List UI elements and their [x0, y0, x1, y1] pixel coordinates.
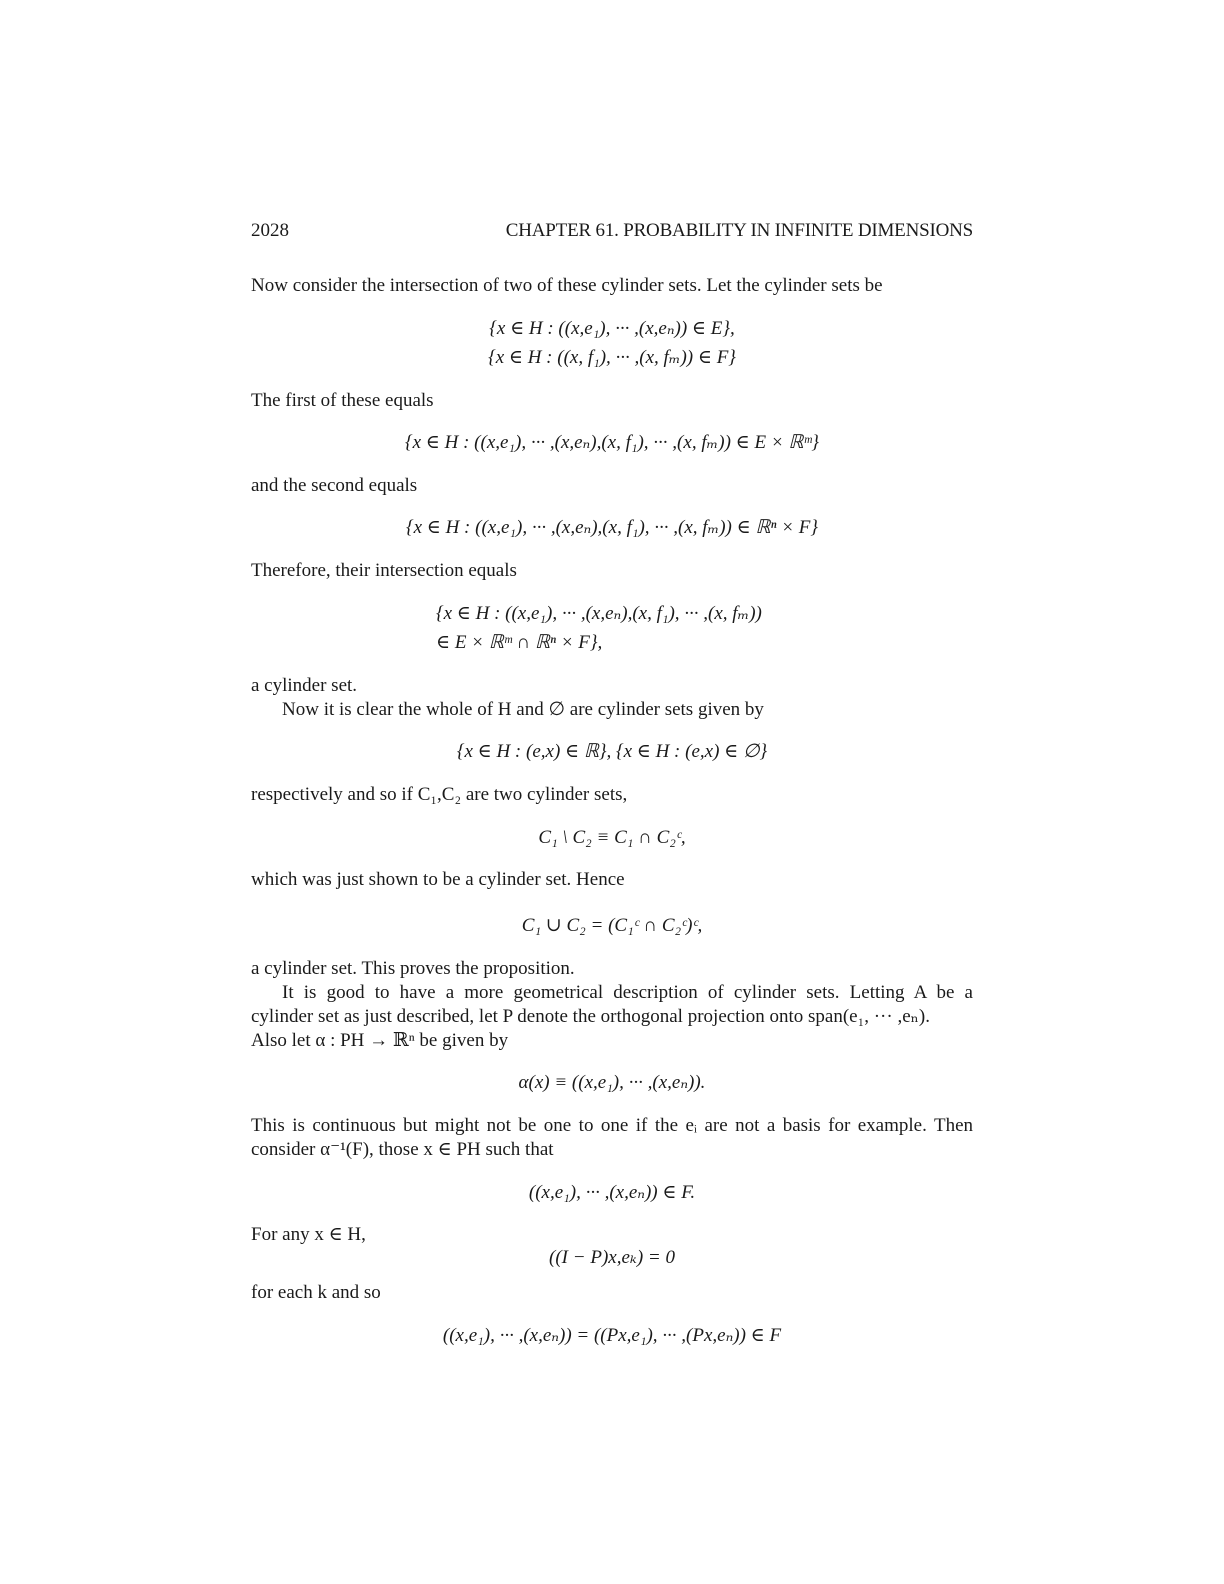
equation-line: ((x,e₁), ··· ,(x,eₙ)) = ((Px,e₁), ··· ,(Px,eₙ)) ∈ F	[442, 1325, 782, 1346]
equation	[251, 1246, 973, 1270]
equation	[251, 346, 973, 370]
paragraph: a cylinder set. This proves the proposition.	[251, 958, 575, 979]
paragraph: a cylinder set.	[251, 675, 358, 696]
paragraph: which was just shown to be a cylinder set. Hence	[251, 869, 625, 890]
paragraph: For any x ∈ H,	[251, 1224, 366, 1245]
equation-line: ((x,e₁), ··· ,(x,eₙ)) ∈ F.	[528, 1182, 696, 1203]
paragraph-line: Also let α : PH → ℝⁿ be given by	[251, 1030, 509, 1051]
equation-line: {x ∈ H : ((x,e₁), ··· ,(x,eₙ),(x, f₁), ··· ,(x, fₘ)) ∈ E × ℝᵐ}	[405, 432, 819, 453]
paragraph-line: It is good to have a more geometrical description of cylinder sets. Letting A be a	[282, 982, 973, 1003]
equation-line: ((I − P)x,eₖ) = 0	[549, 1247, 675, 1268]
paragraph-line: consider α⁻¹(F), those x ∈ PH such that	[251, 1139, 554, 1160]
equation-line: {x ∈ H : ((x,e₁), ··· ,(x,eₙ)) ∈ E},	[489, 318, 735, 339]
paragraph: Therefore, their intersection equals	[251, 560, 517, 581]
equation	[251, 740, 973, 764]
page-number: 2028	[251, 220, 289, 241]
equation	[251, 317, 973, 341]
equation	[251, 431, 973, 455]
equation	[251, 1324, 973, 1348]
equation	[251, 914, 973, 938]
paragraph: respectively and so if C₁,C₂ are two cylinder sets,	[251, 784, 628, 805]
paragraph-line: cylinder set as just described, let P denote the orthogonal projection onto span(e₁, ··· ,eₙ).	[251, 1006, 930, 1027]
paragraph: and the second equals	[251, 475, 418, 496]
chapter-title: CHAPTER 61. PROBABILITY IN INFINITE DIMENSIONS	[505, 220, 973, 241]
equation-line: C₁ ∪ C₂ = (C₁ᶜ ∩ C₂ᶜ)ᶜ,	[521, 915, 703, 936]
equation-line: α(x) ≡ ((x,e₁), ··· ,(x,eₙ)).	[518, 1072, 706, 1093]
equation-line: ∈ E × ℝᵐ ∩ ℝⁿ × F},	[436, 632, 603, 653]
equation	[251, 1181, 973, 1205]
equation-line: {x ∈ H : (e,x) ∈ ℝ}, {x ∈ H : (e,x) ∈ ∅}	[456, 741, 768, 762]
equation-line: {x ∈ H : ((x,e₁), ··· ,(x,eₙ),(x, f₁), ··· ,(x, fₘ)) ∈ ℝⁿ × F}	[405, 517, 818, 538]
equation	[251, 1071, 973, 1095]
paragraph: Now it is clear the whole of H and ∅ are cylinder sets given by	[282, 699, 764, 720]
paragraph: Now consider the intersection of two of these cylinder sets. Let the cylinder sets be	[251, 275, 883, 296]
paragraph: for each k and so	[251, 1282, 381, 1303]
paragraph-line: This is continuous but might not be one to one if the eᵢ are not a basis for example. Then	[251, 1115, 973, 1136]
equation	[251, 516, 973, 540]
equation-line: {x ∈ H : ((x,e₁), ··· ,(x,eₙ),(x, f₁), ··· ,(x, fₘ))	[436, 603, 762, 624]
equation-line: {x ∈ H : ((x, f₁), ··· ,(x, fₘ)) ∈ F}	[488, 347, 736, 368]
equation-line: C₁ \ C₂ ≡ C₁ ∩ C₂ᶜ,	[538, 827, 686, 848]
paragraph: The first of these equals	[251, 390, 434, 411]
equation	[251, 826, 973, 850]
